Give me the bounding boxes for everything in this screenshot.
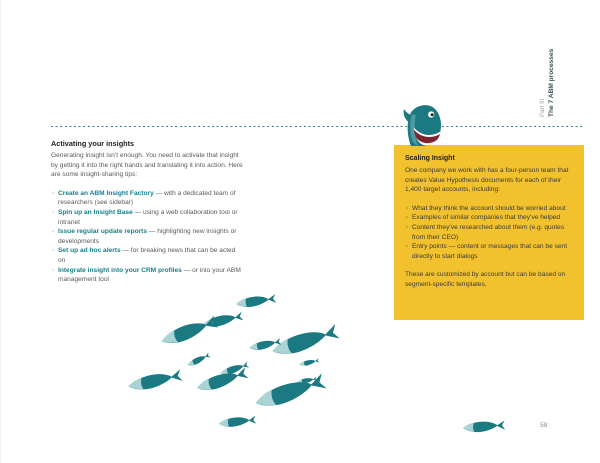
list-item: · What they think the account should be worried about xyxy=(405,204,573,214)
page-number: 58 xyxy=(540,422,548,429)
fish-icon xyxy=(235,291,277,311)
list-item xyxy=(51,227,243,246)
list-item-rest: — with a dedicated team of researchers (see sidebar) xyxy=(58,189,236,207)
callout-intro: One company we work with has a four-person team that creates Value Hypothesis documents for each of their 1,400 target accounts, including: xyxy=(405,167,569,194)
list-item xyxy=(51,266,243,285)
dotted-divider xyxy=(51,126,584,128)
scaling-insight-callout xyxy=(394,145,584,320)
list-item xyxy=(51,189,243,208)
list-item xyxy=(51,246,243,265)
whale-icon xyxy=(402,100,443,146)
fish-icon xyxy=(463,418,506,436)
callout-list xyxy=(405,204,573,262)
fish-icon xyxy=(158,311,220,350)
list-item-lead: Create an ABM Insight Factory xyxy=(58,189,154,197)
list-item-lead: Integrate insight into your CRM profiles xyxy=(58,266,182,274)
fish-icon xyxy=(184,347,209,365)
list-item-rest: — highlighting new insights or developments xyxy=(58,228,237,245)
insight-tips-list xyxy=(51,189,243,285)
list-item-rest: — using a web collaboration tool or intranet xyxy=(58,208,238,226)
fish-icon xyxy=(218,413,256,430)
part-label: Part III xyxy=(539,98,546,117)
list-item-lead: Set up ad hoc alerts xyxy=(58,247,121,255)
list-item-rest: — for breaking news that can be acted on xyxy=(58,247,236,264)
callout-heading: Scaling Insight xyxy=(405,155,455,162)
chapter-side-label xyxy=(538,49,556,117)
section-heading: Activating your insights xyxy=(51,139,135,148)
fish-icon xyxy=(127,366,184,396)
list-item: · Examples of similar companies that they’ve helped xyxy=(405,213,573,223)
section-intro: Generating insight isn’t enough. You need to activate that insight by getting it into the right hands and translating it into action. Here are some insight-sharing tips: xyxy=(51,152,243,179)
list-item-lead: Issue regular update reports xyxy=(58,228,148,236)
list-item xyxy=(51,208,243,227)
list-item-rest: — or into your ABM management tool xyxy=(58,266,241,284)
fish-icon xyxy=(252,369,328,416)
list-item: · Content they’ve researched about them (e.g. quotes from their CEO) xyxy=(405,223,573,242)
list-item: · Entry points — content or messages that can be sent directly to start dialogs xyxy=(405,242,573,261)
chapter-label: The 7 ABM processes xyxy=(548,48,555,117)
list-item-lead: Spin up an Insight Base xyxy=(58,208,133,216)
callout-footer: These are customized by account but can be based on segment-specific templates. xyxy=(405,271,566,288)
left-column xyxy=(51,139,243,285)
